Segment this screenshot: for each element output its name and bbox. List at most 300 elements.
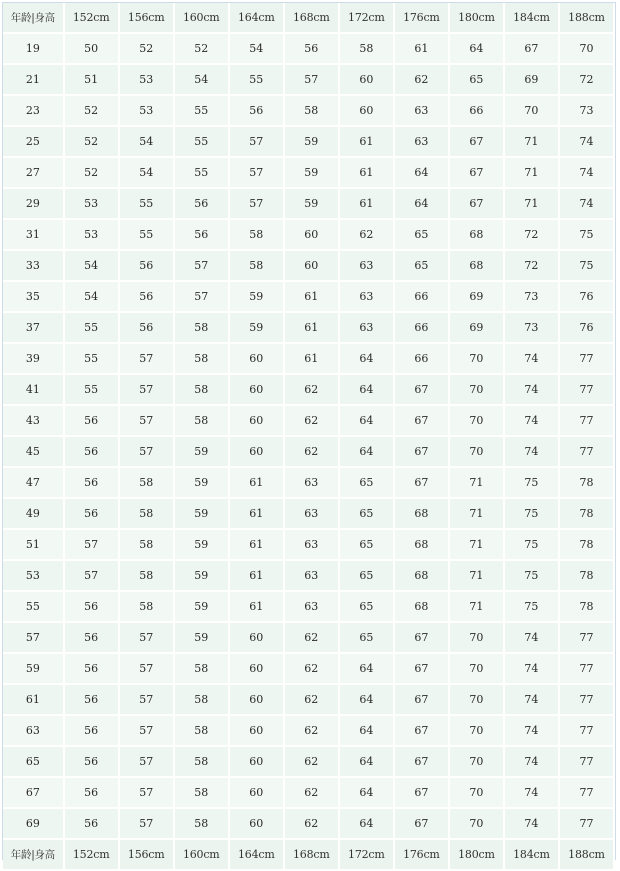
weight-cell: 60 bbox=[229, 653, 284, 684]
age-cell: 23 bbox=[3, 95, 64, 126]
weight-cell: 65 bbox=[339, 622, 394, 653]
weight-cell: 68 bbox=[394, 560, 449, 591]
weight-cell: 60 bbox=[229, 374, 284, 405]
weight-cell: 67 bbox=[504, 33, 559, 64]
weight-cell: 57 bbox=[119, 343, 174, 374]
weight-cell: 75 bbox=[559, 250, 614, 281]
weight-cell: 59 bbox=[229, 281, 284, 312]
weight-cell: 58 bbox=[174, 684, 229, 715]
weight-cell: 77 bbox=[559, 405, 614, 436]
table-row bbox=[3, 746, 614, 777]
weight-cell: 56 bbox=[64, 777, 119, 808]
weight-cell: 75 bbox=[504, 529, 559, 560]
table-body bbox=[3, 33, 614, 839]
weight-cell: 67 bbox=[449, 126, 504, 157]
table-row bbox=[3, 281, 614, 312]
height-footer: 160cm bbox=[174, 839, 229, 870]
weight-cell: 56 bbox=[64, 684, 119, 715]
weight-cell: 56 bbox=[119, 281, 174, 312]
weight-cell: 59 bbox=[174, 498, 229, 529]
weight-cell: 59 bbox=[284, 188, 339, 219]
table-row bbox=[3, 250, 614, 281]
weight-cell: 61 bbox=[284, 281, 339, 312]
age-cell: 37 bbox=[3, 312, 64, 343]
height-footer: 176cm bbox=[394, 839, 449, 870]
weight-cell: 67 bbox=[394, 684, 449, 715]
weight-cell: 58 bbox=[284, 95, 339, 126]
weight-cell: 65 bbox=[339, 498, 394, 529]
weight-cell: 74 bbox=[504, 684, 559, 715]
height-header: 160cm bbox=[174, 3, 229, 33]
weight-cell: 56 bbox=[64, 653, 119, 684]
weight-cell: 64 bbox=[339, 405, 394, 436]
weight-cell: 77 bbox=[559, 808, 614, 839]
table-row bbox=[3, 219, 614, 250]
weight-cell: 62 bbox=[394, 64, 449, 95]
weight-cell: 58 bbox=[174, 374, 229, 405]
weight-cell: 57 bbox=[174, 250, 229, 281]
weight-cell: 54 bbox=[64, 281, 119, 312]
weight-cell: 56 bbox=[64, 591, 119, 622]
weight-cell: 60 bbox=[339, 95, 394, 126]
weight-cell: 62 bbox=[284, 715, 339, 746]
weight-cell: 60 bbox=[229, 715, 284, 746]
age-cell: 61 bbox=[3, 684, 64, 715]
weight-cell: 67 bbox=[394, 808, 449, 839]
height-header: 176cm bbox=[394, 3, 449, 33]
age-cell: 31 bbox=[3, 219, 64, 250]
weight-cell: 52 bbox=[64, 157, 119, 188]
weight-cell: 57 bbox=[229, 126, 284, 157]
weight-cell: 77 bbox=[559, 653, 614, 684]
weight-cell: 73 bbox=[559, 95, 614, 126]
weight-cell: 56 bbox=[64, 715, 119, 746]
weight-cell: 61 bbox=[284, 312, 339, 343]
corner-header: 年龄|身高 bbox=[3, 3, 64, 33]
weight-cell: 73 bbox=[504, 312, 559, 343]
weight-cell: 61 bbox=[229, 591, 284, 622]
weight-cell: 70 bbox=[449, 374, 504, 405]
weight-cell: 68 bbox=[394, 529, 449, 560]
weight-cell: 67 bbox=[394, 746, 449, 777]
weight-cell: 65 bbox=[339, 560, 394, 591]
weight-cell: 57 bbox=[174, 281, 229, 312]
age-cell: 29 bbox=[3, 188, 64, 219]
weight-cell: 58 bbox=[174, 653, 229, 684]
table-row bbox=[3, 498, 614, 529]
table-row bbox=[3, 374, 614, 405]
weight-cell: 62 bbox=[284, 746, 339, 777]
table-row bbox=[3, 343, 614, 374]
weight-cell: 71 bbox=[449, 467, 504, 498]
weight-cell: 63 bbox=[394, 95, 449, 126]
weight-cell: 77 bbox=[559, 684, 614, 715]
height-header: 172cm bbox=[339, 3, 394, 33]
weight-cell: 58 bbox=[174, 405, 229, 436]
weight-cell: 67 bbox=[449, 157, 504, 188]
weight-cell: 71 bbox=[449, 498, 504, 529]
weight-cell: 77 bbox=[559, 746, 614, 777]
weight-cell: 57 bbox=[119, 777, 174, 808]
weight-cell: 61 bbox=[229, 467, 284, 498]
weight-cell: 59 bbox=[174, 622, 229, 653]
weight-cell: 64 bbox=[339, 746, 394, 777]
height-footer: 188cm bbox=[559, 839, 614, 870]
weight-cell: 56 bbox=[64, 498, 119, 529]
weight-cell: 55 bbox=[174, 157, 229, 188]
weight-cell: 55 bbox=[229, 64, 284, 95]
weight-cell: 68 bbox=[449, 250, 504, 281]
weight-cell: 60 bbox=[339, 64, 394, 95]
weight-cell: 59 bbox=[174, 560, 229, 591]
weight-cell: 67 bbox=[394, 374, 449, 405]
weight-cell: 55 bbox=[174, 95, 229, 126]
height-header: 152cm bbox=[64, 3, 119, 33]
weight-cell: 62 bbox=[339, 219, 394, 250]
weight-cell: 75 bbox=[559, 219, 614, 250]
weight-cell: 57 bbox=[284, 64, 339, 95]
weight-cell: 63 bbox=[284, 591, 339, 622]
weight-cell: 67 bbox=[394, 405, 449, 436]
weight-cell: 56 bbox=[119, 312, 174, 343]
weight-cell: 70 bbox=[449, 715, 504, 746]
weight-cell: 78 bbox=[559, 467, 614, 498]
weight-cell: 78 bbox=[559, 591, 614, 622]
header-row bbox=[3, 3, 614, 33]
weight-cell: 74 bbox=[504, 374, 559, 405]
weight-cell: 74 bbox=[504, 715, 559, 746]
weight-cell: 61 bbox=[229, 498, 284, 529]
weight-cell: 65 bbox=[339, 529, 394, 560]
weight-cell: 55 bbox=[174, 126, 229, 157]
weight-cell: 72 bbox=[559, 64, 614, 95]
weight-cell: 53 bbox=[119, 95, 174, 126]
weight-cell: 77 bbox=[559, 715, 614, 746]
age-cell: 43 bbox=[3, 405, 64, 436]
age-cell: 19 bbox=[3, 33, 64, 64]
weight-cell: 58 bbox=[119, 591, 174, 622]
weight-cell: 56 bbox=[229, 95, 284, 126]
weight-cell: 59 bbox=[284, 157, 339, 188]
weight-cell: 60 bbox=[229, 622, 284, 653]
weight-cell: 58 bbox=[119, 560, 174, 591]
age-cell: 63 bbox=[3, 715, 64, 746]
weight-cell: 71 bbox=[449, 529, 504, 560]
height-footer: 180cm bbox=[449, 839, 504, 870]
weight-cell: 56 bbox=[64, 436, 119, 467]
weight-cell: 68 bbox=[449, 219, 504, 250]
weight-cell: 67 bbox=[449, 188, 504, 219]
height-header: 168cm bbox=[284, 3, 339, 33]
weight-cell: 58 bbox=[119, 467, 174, 498]
weight-cell: 75 bbox=[504, 591, 559, 622]
height-footer: 168cm bbox=[284, 839, 339, 870]
weight-cell: 70 bbox=[449, 653, 504, 684]
weight-cell: 56 bbox=[174, 188, 229, 219]
weight-cell: 61 bbox=[394, 33, 449, 64]
weight-cell: 69 bbox=[449, 312, 504, 343]
table-row bbox=[3, 33, 614, 64]
weight-cell: 70 bbox=[449, 343, 504, 374]
table-row bbox=[3, 64, 614, 95]
weight-cell: 66 bbox=[394, 312, 449, 343]
age-cell: 41 bbox=[3, 374, 64, 405]
age-cell: 53 bbox=[3, 560, 64, 591]
weight-cell: 74 bbox=[559, 157, 614, 188]
age-cell: 39 bbox=[3, 343, 64, 374]
table-row bbox=[3, 560, 614, 591]
weight-cell: 78 bbox=[559, 560, 614, 591]
weight-cell: 60 bbox=[229, 684, 284, 715]
weight-cell: 59 bbox=[229, 312, 284, 343]
weight-cell: 72 bbox=[504, 219, 559, 250]
weight-cell: 74 bbox=[559, 126, 614, 157]
weight-cell: 57 bbox=[229, 188, 284, 219]
weight-cell: 53 bbox=[64, 188, 119, 219]
weight-cell: 66 bbox=[394, 281, 449, 312]
weight-cell: 58 bbox=[174, 777, 229, 808]
weight-cell: 76 bbox=[559, 312, 614, 343]
weight-cell: 77 bbox=[559, 622, 614, 653]
weight-cell: 64 bbox=[339, 436, 394, 467]
weight-cell: 58 bbox=[174, 808, 229, 839]
weight-cell: 74 bbox=[559, 188, 614, 219]
weight-cell: 59 bbox=[174, 436, 229, 467]
table-row bbox=[3, 312, 614, 343]
weight-cell: 56 bbox=[174, 219, 229, 250]
weight-cell: 58 bbox=[119, 498, 174, 529]
weight-cell: 60 bbox=[229, 436, 284, 467]
weight-cell: 70 bbox=[449, 808, 504, 839]
weight-cell: 58 bbox=[174, 312, 229, 343]
table-row bbox=[3, 436, 614, 467]
weight-cell: 74 bbox=[504, 746, 559, 777]
weight-cell: 70 bbox=[449, 746, 504, 777]
weight-cell: 61 bbox=[339, 126, 394, 157]
weight-cell: 58 bbox=[339, 33, 394, 64]
weight-cell: 74 bbox=[504, 343, 559, 374]
weight-cell: 63 bbox=[339, 250, 394, 281]
age-cell: 35 bbox=[3, 281, 64, 312]
age-cell: 55 bbox=[3, 591, 64, 622]
table-row bbox=[3, 157, 614, 188]
table-row bbox=[3, 591, 614, 622]
height-header: 188cm bbox=[559, 3, 614, 33]
weight-cell: 52 bbox=[64, 95, 119, 126]
weight-cell: 63 bbox=[339, 281, 394, 312]
height-footer: 156cm bbox=[119, 839, 174, 870]
weight-cell: 60 bbox=[229, 777, 284, 808]
weight-cell: 64 bbox=[339, 653, 394, 684]
table-row bbox=[3, 126, 614, 157]
weight-cell: 62 bbox=[284, 684, 339, 715]
weight-cell: 74 bbox=[504, 436, 559, 467]
weight-cell: 70 bbox=[449, 777, 504, 808]
weight-cell: 55 bbox=[64, 343, 119, 374]
weight-cell: 64 bbox=[339, 374, 394, 405]
weight-cell: 78 bbox=[559, 498, 614, 529]
weight-cell: 62 bbox=[284, 808, 339, 839]
weight-cell: 74 bbox=[504, 777, 559, 808]
weight-cell: 74 bbox=[504, 653, 559, 684]
weight-cell: 67 bbox=[394, 622, 449, 653]
weight-cell: 66 bbox=[449, 95, 504, 126]
weight-cell: 60 bbox=[229, 343, 284, 374]
weight-cell: 64 bbox=[339, 715, 394, 746]
weight-cell: 61 bbox=[339, 188, 394, 219]
table-row bbox=[3, 653, 614, 684]
weight-cell: 65 bbox=[394, 219, 449, 250]
weight-cell: 71 bbox=[504, 188, 559, 219]
table-row bbox=[3, 622, 614, 653]
weight-cell: 55 bbox=[64, 374, 119, 405]
weight-cell: 57 bbox=[119, 746, 174, 777]
weight-cell: 63 bbox=[394, 126, 449, 157]
weight-cell: 75 bbox=[504, 560, 559, 591]
weight-cell: 74 bbox=[504, 622, 559, 653]
weight-cell: 70 bbox=[449, 405, 504, 436]
weight-cell: 60 bbox=[284, 250, 339, 281]
weight-cell: 63 bbox=[284, 467, 339, 498]
weight-cell: 58 bbox=[229, 219, 284, 250]
weight-cell: 57 bbox=[119, 684, 174, 715]
weight-cell: 74 bbox=[504, 808, 559, 839]
table-row bbox=[3, 808, 614, 839]
weight-cell: 58 bbox=[174, 746, 229, 777]
weight-cell: 56 bbox=[64, 622, 119, 653]
weight-cell: 77 bbox=[559, 343, 614, 374]
weight-cell: 57 bbox=[119, 653, 174, 684]
height-header: 180cm bbox=[449, 3, 504, 33]
weight-cell: 77 bbox=[559, 374, 614, 405]
weight-cell: 67 bbox=[394, 777, 449, 808]
weight-cell: 61 bbox=[284, 343, 339, 374]
height-header: 156cm bbox=[119, 3, 174, 33]
weight-cell: 63 bbox=[284, 560, 339, 591]
table-row bbox=[3, 529, 614, 560]
weight-cell: 57 bbox=[64, 529, 119, 560]
weight-cell: 63 bbox=[284, 498, 339, 529]
weight-cell: 53 bbox=[119, 64, 174, 95]
weight-cell: 55 bbox=[64, 312, 119, 343]
weight-cell: 71 bbox=[504, 157, 559, 188]
weight-cell: 54 bbox=[64, 250, 119, 281]
weight-cell: 71 bbox=[504, 126, 559, 157]
weight-cell: 61 bbox=[339, 157, 394, 188]
weight-cell: 70 bbox=[449, 622, 504, 653]
weight-cell: 65 bbox=[339, 467, 394, 498]
weight-cell: 77 bbox=[559, 777, 614, 808]
weight-cell: 65 bbox=[449, 64, 504, 95]
weight-cell: 60 bbox=[229, 405, 284, 436]
weight-cell: 54 bbox=[229, 33, 284, 64]
weight-cell: 57 bbox=[64, 560, 119, 591]
height-header: 164cm bbox=[229, 3, 284, 33]
weight-cell: 60 bbox=[229, 746, 284, 777]
weight-cell: 65 bbox=[394, 250, 449, 281]
weight-cell: 62 bbox=[284, 622, 339, 653]
weight-cell: 75 bbox=[504, 467, 559, 498]
weight-cell: 69 bbox=[504, 64, 559, 95]
weight-cell: 57 bbox=[119, 622, 174, 653]
weight-cell: 59 bbox=[284, 126, 339, 157]
table-row bbox=[3, 467, 614, 498]
table-row bbox=[3, 405, 614, 436]
weight-cell: 57 bbox=[119, 405, 174, 436]
weight-cell: 55 bbox=[119, 188, 174, 219]
weight-cell: 64 bbox=[339, 684, 394, 715]
age-cell: 47 bbox=[3, 467, 64, 498]
weight-cell: 58 bbox=[119, 529, 174, 560]
footer-row bbox=[3, 839, 614, 870]
weight-cell: 62 bbox=[284, 374, 339, 405]
weight-cell: 56 bbox=[64, 467, 119, 498]
weight-cell: 59 bbox=[174, 591, 229, 622]
height-footer: 164cm bbox=[229, 839, 284, 870]
weight-cell: 75 bbox=[504, 498, 559, 529]
weight-cell: 57 bbox=[119, 715, 174, 746]
weight-cell: 62 bbox=[284, 777, 339, 808]
weight-cell: 62 bbox=[284, 405, 339, 436]
weight-cell: 60 bbox=[229, 808, 284, 839]
weight-cell: 67 bbox=[394, 715, 449, 746]
weight-cell: 76 bbox=[559, 281, 614, 312]
weight-cell: 64 bbox=[339, 777, 394, 808]
weight-cell: 57 bbox=[229, 157, 284, 188]
table-row bbox=[3, 777, 614, 808]
weight-cell: 58 bbox=[229, 250, 284, 281]
age-cell: 67 bbox=[3, 777, 64, 808]
weight-cell: 68 bbox=[394, 498, 449, 529]
age-cell: 27 bbox=[3, 157, 64, 188]
age-cell: 25 bbox=[3, 126, 64, 157]
age-cell: 21 bbox=[3, 64, 64, 95]
age-cell: 33 bbox=[3, 250, 64, 281]
weight-cell: 52 bbox=[174, 33, 229, 64]
weight-cell: 71 bbox=[449, 591, 504, 622]
weight-cell: 70 bbox=[449, 684, 504, 715]
weight-cell: 63 bbox=[284, 529, 339, 560]
age-cell: 57 bbox=[3, 622, 64, 653]
age-cell: 59 bbox=[3, 653, 64, 684]
table-row bbox=[3, 188, 614, 219]
weight-cell: 52 bbox=[64, 126, 119, 157]
weight-cell: 61 bbox=[229, 560, 284, 591]
weight-cell: 63 bbox=[339, 312, 394, 343]
weight-cell: 56 bbox=[64, 808, 119, 839]
weight-cell: 57 bbox=[119, 374, 174, 405]
weight-cell: 67 bbox=[394, 436, 449, 467]
weight-cell: 51 bbox=[64, 64, 119, 95]
weight-cell: 74 bbox=[504, 405, 559, 436]
weight-cell: 59 bbox=[174, 467, 229, 498]
weight-height-age-table bbox=[3, 3, 615, 871]
weight-cell: 70 bbox=[449, 436, 504, 467]
weight-cell: 70 bbox=[504, 95, 559, 126]
weight-cell: 56 bbox=[64, 405, 119, 436]
weight-cell: 64 bbox=[394, 157, 449, 188]
weight-height-age-table-container bbox=[2, 2, 616, 860]
weight-cell: 68 bbox=[394, 591, 449, 622]
weight-cell: 59 bbox=[174, 529, 229, 560]
height-footer: 152cm bbox=[64, 839, 119, 870]
weight-cell: 58 bbox=[174, 715, 229, 746]
weight-cell: 56 bbox=[284, 33, 339, 64]
weight-cell: 67 bbox=[394, 653, 449, 684]
weight-cell: 52 bbox=[119, 33, 174, 64]
weight-cell: 62 bbox=[284, 653, 339, 684]
weight-cell: 61 bbox=[229, 529, 284, 560]
